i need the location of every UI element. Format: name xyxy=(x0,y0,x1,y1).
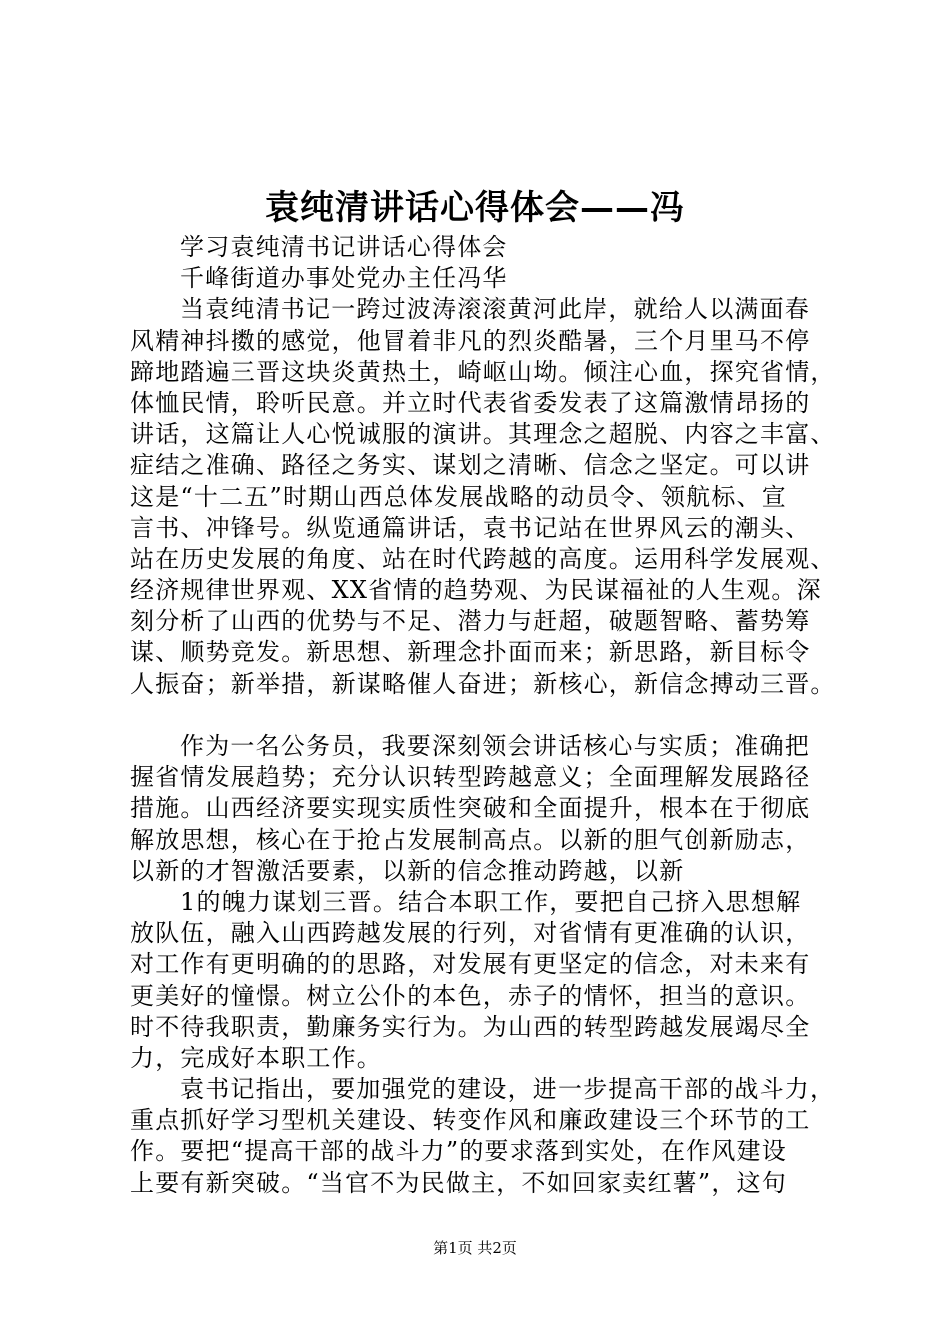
paragraph-line: 作为一名公务员，我要深刻领会讲话核心与实质；准确把 xyxy=(180,732,810,760)
paragraph-line: 对工作有更明确的的思路，对发展有更坚定的信念，对未来有 xyxy=(130,950,811,979)
paragraph-line: 经济规律世界观、XX省情的趋势观、为民谋福祉的人生观。深 xyxy=(130,576,822,605)
paragraph-line: 上要有新突破。“当官不为民做主，不如回家卖红薯”，这句 xyxy=(130,1168,787,1197)
paragraph-line: 蹄地踏遍三晋这块炎黄热土，崎岖山坳。倾注心血，探究省情， xyxy=(130,357,836,386)
paragraph-line: 袁书记指出，要加强党的建设，进一步提高干部的战斗力， xyxy=(180,1075,836,1104)
paragraph-line: 重点抓好学习型机关建设、转变作风和廉政建设三个环节的工 xyxy=(130,1106,811,1135)
paragraph-line: 症结之准确、路径之务实、谋划之清晰、信念之坚定。可以讲 xyxy=(130,451,811,480)
paragraph-line: 更美好的憧憬。树立公仆的本色，赤子的情怀，担当的意识。 xyxy=(130,981,811,1010)
paragraph-line: 作。要把“提高干部的战斗力”的要求落到实处，在作风建设 xyxy=(130,1137,787,1166)
paragraph-line: 1的魄力谋划三晋。结合本职工作，要把自己挤入思想解 xyxy=(180,887,802,916)
paragraph-line: 措施。山西经济要实现实质性突破和全面提升，根本在于彻底 xyxy=(130,794,811,823)
paragraph-line: 时不待我职责，勤廉务实行为。为山西的转型跨越发展竭尽全 xyxy=(130,1012,811,1041)
paragraph-line: 站在历史发展的角度、站在时代跨越的高度。运用科学发展观、 xyxy=(130,544,836,573)
paragraph-line: 人振奋；新举措，新谋略催人奋进；新核心，新信念搏动三晋。 xyxy=(130,669,836,698)
document-body xyxy=(130,232,852,1199)
paragraph-line: 握省情发展趋势；充分认识转型跨越意义；全面理解发展路径 xyxy=(130,763,811,792)
paragraph-line: 刻分析了山西的优势与不足、潜力与赶超，破题智略、蓄势筹 xyxy=(130,607,811,636)
paragraph-line: 解放思想，核心在于抢占发展制高点。以新的胆气创新励志， xyxy=(130,825,811,854)
paragraph-line: 体恤民情，聆听民意。并立时代表省委发表了这篇激情昂扬的 xyxy=(130,388,811,417)
paragraph-line: 力，完成好本职工作。 xyxy=(130,1043,382,1072)
paragraph-line: 言书、冲锋号。纵览通篇讲话，袁书记站在世界风云的潮头、 xyxy=(130,513,811,542)
paragraph-line: 讲话，这篇让人心悦诚服的演讲。其理念之超脱、内容之丰富、 xyxy=(130,420,836,449)
paragraph-line: 放队伍，融入山西跨越发展的行列，对省情有更准确的认识， xyxy=(130,919,811,948)
paragraph-line: 风精神抖擞的感觉，他冒着非凡的烈炎酷暑，三个月里马不停 xyxy=(130,326,811,355)
paragraph-line: 谋、顺势竞发。新思想、新理念扑面而来；新思路，新目标令 xyxy=(130,638,811,667)
subtitle-line: 学习袁纯清书记讲话心得体会 xyxy=(180,233,508,261)
page-footer: 第1页 共2页 xyxy=(433,1239,517,1257)
paragraph-line: 当袁纯清书记一跨过波涛滚滚黄河此岸，就给人以满面春 xyxy=(180,295,810,324)
blank-line xyxy=(130,700,852,731)
author-line: 千峰街道办事处党办主任冯华 xyxy=(180,264,508,293)
paragraph-line: 以新的才智激活要素，以新的信念推动跨越，以新 xyxy=(130,856,685,885)
paragraph-line: 这是“十二五”时期山西总体发展战略的动员令、领航标、宣 xyxy=(130,482,787,511)
document-title: 袁纯清讲话心得体会——冯 xyxy=(265,188,685,228)
